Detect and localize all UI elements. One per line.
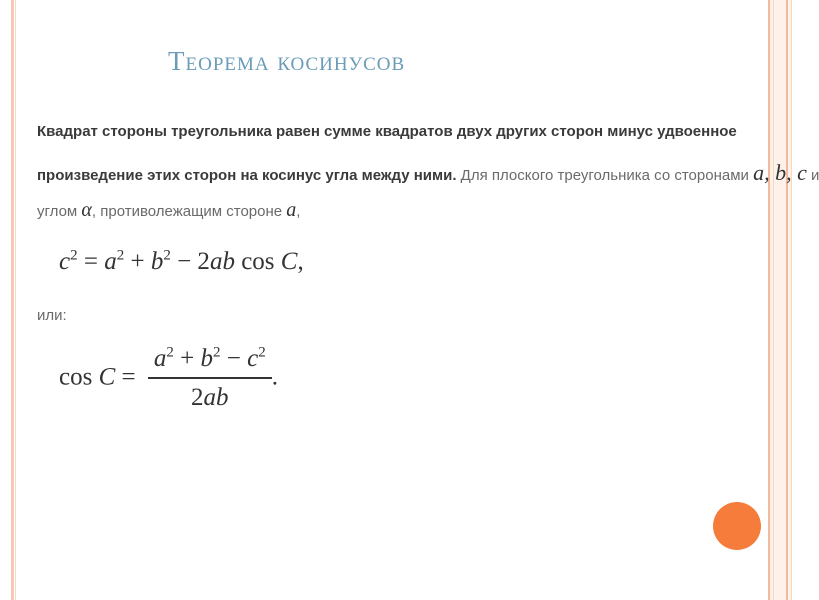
exponent: 2	[166, 344, 174, 361]
formula-C: C	[280, 248, 298, 275]
exponent: 2	[116, 247, 125, 264]
frame-left-line	[11, 0, 14, 600]
num-b: b	[200, 345, 213, 372]
side-a-symbol: a	[286, 199, 297, 221]
sides-abc: a, b, c	[753, 160, 807, 185]
and-text: и	[806, 167, 819, 184]
formula-a: a	[104, 248, 117, 275]
frame-right-line-thin	[791, 0, 792, 600]
den-2: 2	[191, 384, 204, 411]
frame-right-band	[768, 0, 792, 600]
frame-right-line-thin	[773, 0, 774, 600]
exponent: 2	[70, 247, 78, 264]
decorative-orange-circle	[713, 502, 761, 550]
formula-cosine-expression	[59, 344, 278, 412]
theorem-statement-part2: произведение этих сторон на косинус угла между ними.	[37, 167, 457, 184]
theorem-statement-part1: Квадрат стороны треугольника равен сумме квадратов двух других сторон минус удвоенное	[37, 123, 737, 140]
formula-comma: ,	[297, 248, 304, 275]
fraction-denominator	[148, 379, 272, 412]
slide-title: Теорема косинусов	[168, 46, 406, 76]
alpha-symbol: α	[81, 199, 92, 221]
formula-b: b	[150, 248, 164, 275]
formula2-C: C	[98, 363, 116, 391]
theorem-text-line-1	[37, 123, 737, 140]
formula-plus: +	[124, 248, 151, 275]
fraction-numerator	[148, 344, 272, 377]
or-label: или:	[37, 307, 67, 324]
formula-ab: ab	[209, 248, 235, 275]
formula2-cos: cos	[59, 363, 99, 391]
num-plus: +	[173, 345, 201, 372]
num-c: c	[247, 345, 259, 372]
formula-cosine-law	[59, 247, 304, 276]
frame-left-line-thin	[15, 0, 16, 600]
num-minus: −	[220, 345, 248, 372]
frame-right-line	[786, 0, 788, 600]
formula-cos: cos	[234, 248, 281, 275]
frame-right-line	[768, 0, 770, 600]
den-ab: ab	[203, 384, 229, 411]
formula-c: c	[59, 248, 71, 275]
angle-text: углом	[37, 203, 82, 220]
theorem-text-line-2	[37, 160, 819, 186]
theorem-text-line-3	[37, 199, 300, 222]
num-a: a	[153, 345, 167, 372]
formula2-eq: =	[115, 363, 142, 391]
opposite-side-text: , противолежащим стороне	[91, 203, 287, 220]
exponent: 2	[212, 344, 221, 361]
formula2-period: .	[271, 363, 278, 391]
plane-triangle-text: Для плоского треугольника со сторонами	[456, 167, 754, 184]
formula-eq: =	[77, 248, 105, 275]
exponent: 2	[163, 247, 171, 264]
exponent: 2	[258, 344, 266, 361]
comma: ,	[296, 203, 301, 220]
fraction	[148, 344, 272, 412]
formula-minus-2: − 2	[170, 248, 210, 275]
